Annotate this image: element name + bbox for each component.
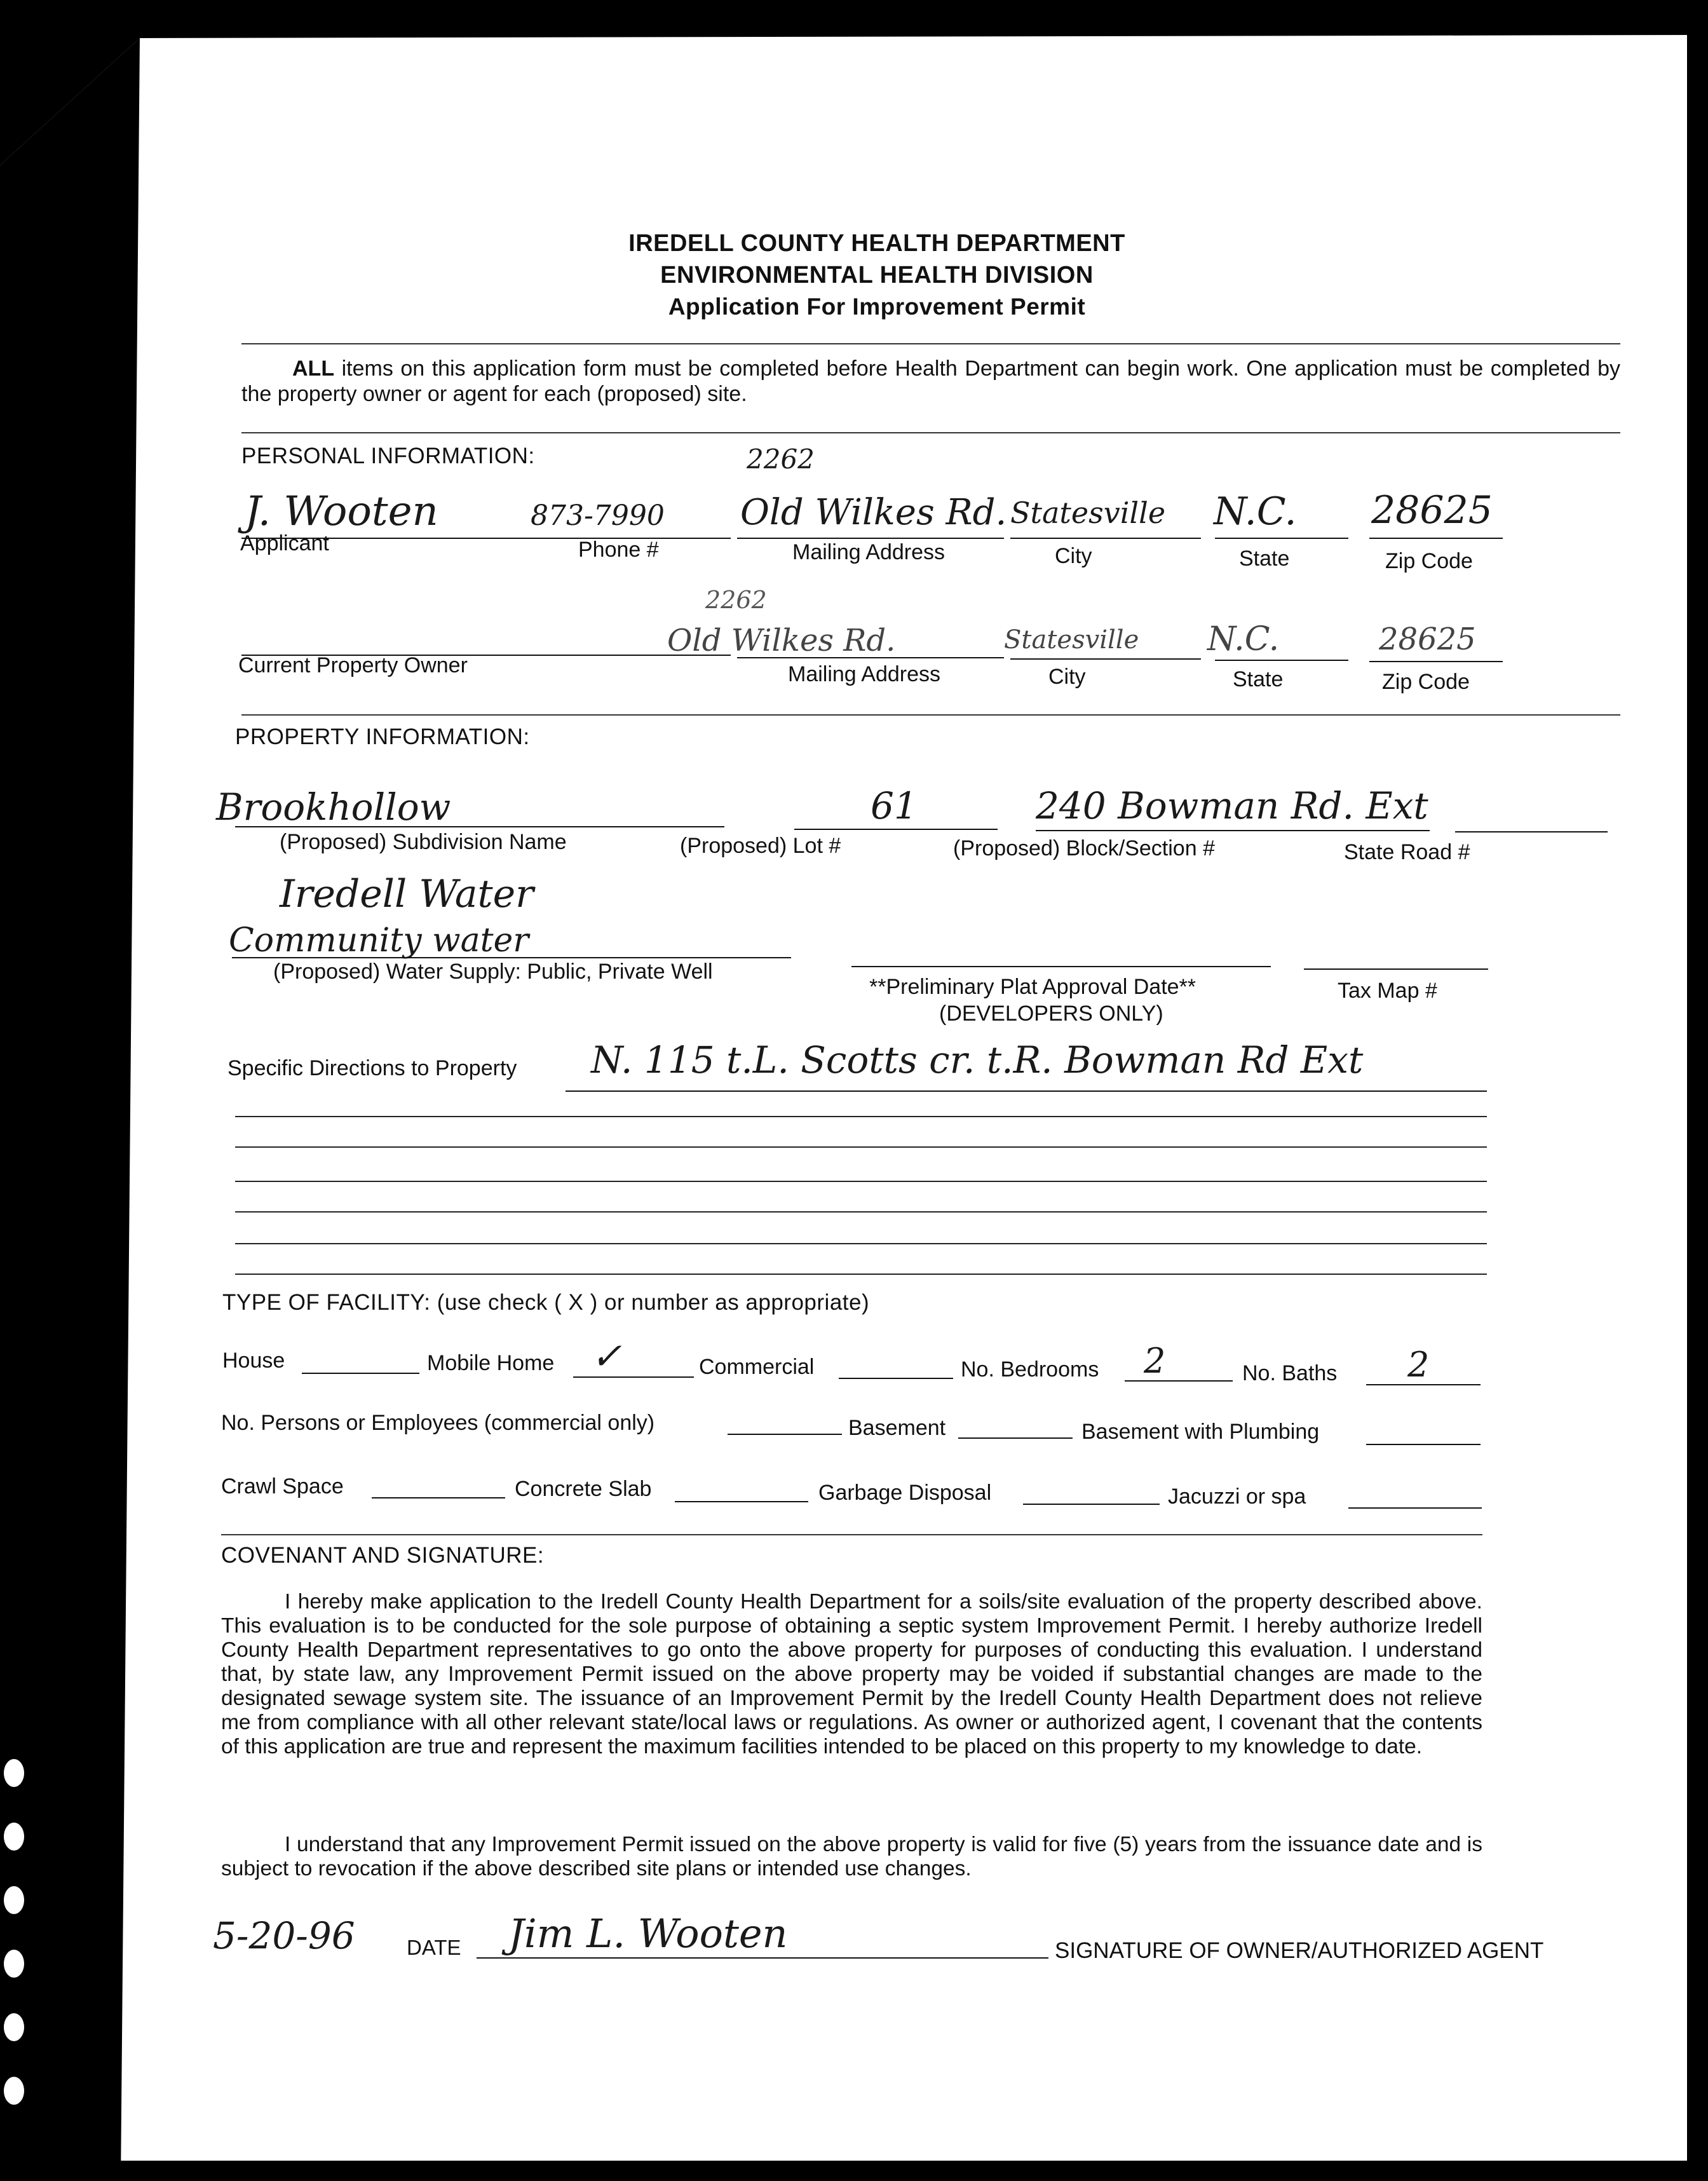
bedrooms-value: 2 <box>1144 1341 1166 1381</box>
current-owner-label: Current Property Owner <box>238 653 468 677</box>
subdivision-line <box>235 826 724 827</box>
header-line-1: IREDELL COUNTY HEALTH DEPARTMENT <box>628 230 1125 257</box>
mailing-address-label: Mailing Address <box>792 540 946 564</box>
zip-code-label: Zip Code <box>1385 549 1473 573</box>
state-label: State <box>1239 547 1290 571</box>
garbage-disposal-label: Garbage Disposal <box>818 1481 992 1505</box>
separator <box>241 343 1620 344</box>
block-value: 240 Bowman Rd. Ext <box>1036 784 1428 827</box>
commercial-line <box>839 1378 953 1379</box>
owner-house-number: 2262 <box>705 586 767 614</box>
personal-info-heading: PERSONAL INFORMATION: <box>241 444 535 468</box>
owner-state-label: State <box>1233 667 1284 691</box>
owner-zip-line <box>1369 661 1503 662</box>
separator <box>241 432 1620 433</box>
block-label: (Proposed) Block/Section # <box>953 836 1215 860</box>
concrete-slab-label: Concrete Slab <box>515 1477 652 1501</box>
lot-value: 61 <box>871 784 918 827</box>
owner-mailing-line <box>737 657 1004 658</box>
applicant-mailing-value: Old Wilkes Rd. <box>740 492 1007 533</box>
directions-line-5 <box>235 1211 1487 1213</box>
basement-label: Basement <box>848 1416 946 1440</box>
owner-zip-label: Zip Code <box>1382 670 1470 694</box>
owner-signature: Jim L. Wooten <box>508 1910 788 1957</box>
baths-label: No. Baths <box>1242 1361 1338 1385</box>
owner-state-line <box>1215 660 1348 661</box>
applicant-house-number: 2262 <box>747 444 815 475</box>
zip-line <box>1369 538 1503 539</box>
tax-map-label: Tax Map # <box>1338 979 1437 1003</box>
subdivision-label: (Proposed) Subdivision Name <box>280 830 567 854</box>
water-supply-label: (Proposed) Water Supply: Public, Private Well <box>273 960 713 984</box>
signature-line <box>477 1957 1048 1959</box>
state-road-line <box>1455 831 1608 832</box>
facility-heading: TYPE OF FACILITY: (use check ( X ) or number as appropriate) <box>222 1290 870 1315</box>
separator <box>241 714 1620 716</box>
date-label: DATE <box>407 1936 461 1959</box>
jacuzzi-label: Jacuzzi or spa <box>1168 1485 1306 1509</box>
directions-value: N. 115 t.L. Scotts cr. t.R. Bowman Rd Ext <box>591 1038 1364 1082</box>
directions-line-2 <box>235 1116 1487 1117</box>
owner-zip-value: 28625 <box>1379 622 1476 657</box>
covenant-paragraph-1: I hereby make application to the Iredell County Health Department for a soils/site evaluation of the property described above. This evaluation is to be conducted for the sole purpose of obtaining a septic system Improvement Permit. I hereby authorize Iredell County Health Department representatives to go onto the above property for purposes of conducting this evaluation. I understand that, by state law, any Improvement Permit issued on the above property may be voided if substantial changes are made to the designated sewage system site. The issuance of an Improvement Permit by the Iredell County Health Department does not relieve me from compliance with all other relevant state/local laws or regulations. As owner or authorized agent, I covenant that the contents of this application are true and represent the maximum facilities intended to be placed on this property to my knowledge to date. <box>221 1590 1482 1758</box>
intro-text <box>241 356 1620 407</box>
property-info-heading: PROPERTY INFORMATION: <box>235 724 530 749</box>
applicant-phone-value: 873-7990 <box>531 499 665 532</box>
applicant-name-value: J. Wooten <box>245 488 438 535</box>
tax-map-line <box>1304 968 1488 970</box>
bedrooms-label: No. Bedrooms <box>961 1357 1099 1382</box>
basement-plumbing-line <box>1366 1444 1481 1445</box>
lot-label: (Proposed) Lot # <box>680 834 841 858</box>
state-road-label: State Road # <box>1344 840 1470 864</box>
covenant-paragraph-2: I understand that any Improvement Permit issued on the above property is valid for five (5) years from the issuance date and is subject to revocation if the above described site plans or intended use changes. <box>221 1833 1482 1880</box>
separator <box>221 1534 1482 1535</box>
owner-city-line <box>1010 658 1201 660</box>
directions-line-7 <box>235 1274 1487 1275</box>
applicant-zip-value: 28625 <box>1371 488 1493 533</box>
directions-line-3 <box>235 1146 1487 1148</box>
plat-approval-label: **Preliminary Plat Approval Date** <box>869 975 1196 999</box>
basement-line <box>958 1437 1073 1439</box>
signature-label: SIGNATURE OF OWNER/AUTHORIZED AGENT <box>1055 1938 1544 1963</box>
owner-mailing-value: Old Wilkes Rd. <box>667 623 896 658</box>
directions-line-6 <box>235 1243 1487 1244</box>
city-label: City <box>1055 544 1092 568</box>
plat-date-line <box>851 966 1271 967</box>
persons-line <box>728 1434 842 1435</box>
city-line <box>1010 538 1201 539</box>
block-line <box>1036 830 1430 831</box>
intro-bold: ALL <box>292 357 335 381</box>
state-line <box>1215 538 1348 539</box>
directions-line-4 <box>235 1181 1487 1182</box>
owner-city-label: City <box>1048 665 1086 689</box>
mailing-line <box>737 538 1004 539</box>
developers-only-note: (DEVELOPERS ONLY) <box>939 1002 1163 1026</box>
jacuzzi-line <box>1348 1507 1482 1509</box>
permit-form <box>121 32 1684 2173</box>
mobile-home-label: Mobile Home <box>427 1351 555 1375</box>
owner-mailing-label: Mailing Address <box>788 662 941 686</box>
mobile-home-line <box>573 1376 694 1378</box>
water-supply-value-1: Iredell Water <box>280 872 534 916</box>
owner-city-value: Statesville <box>1004 625 1139 655</box>
persons-label: No. Persons or Employees (commercial only) <box>221 1411 655 1435</box>
directions-line-1 <box>566 1090 1487 1092</box>
baths-value: 2 <box>1407 1345 1430 1385</box>
house-label: House <box>222 1349 285 1373</box>
lot-line <box>794 829 998 830</box>
signature-date-value: 5-20-96 <box>213 1914 355 1957</box>
garbage-disposal-line <box>1023 1504 1160 1505</box>
house-line <box>302 1373 419 1374</box>
crawl-space-label: Crawl Space <box>221 1474 344 1498</box>
baths-line <box>1366 1384 1481 1385</box>
water-supply-line <box>232 957 791 958</box>
owner-state-value: N.C. <box>1207 620 1280 658</box>
water-supply-value-2: Community water <box>229 921 529 960</box>
header-line-3: Application For Improvement Permit <box>668 294 1086 320</box>
concrete-slab-line <box>675 1501 808 1502</box>
intro-body: items on this application form must be completed before Health Department can begin work. One application must be completed by the property owner or agent for each (proposed) site. <box>241 357 1620 406</box>
commercial-label: Commercial <box>699 1355 815 1379</box>
header-line-2: ENVIRONMENTAL HEALTH DIVISION <box>660 262 1094 289</box>
basement-plumbing-label: Basement with Plumbing <box>1081 1420 1320 1444</box>
crawl-space-line <box>372 1497 505 1498</box>
applicant-label: Applicant <box>240 531 329 555</box>
subdivision-value: Brookhollow <box>216 785 451 829</box>
covenant-heading: COVENANT AND SIGNATURE: <box>221 1543 545 1568</box>
phone-label: Phone # <box>578 538 659 562</box>
applicant-city-value: Statesville <box>1010 496 1166 530</box>
directions-label: Specific Directions to Property <box>227 1056 517 1080</box>
mobile-home-check: ✓ <box>591 1335 622 1378</box>
applicant-state-value: N.C. <box>1214 489 1297 534</box>
bedrooms-line <box>1125 1380 1233 1382</box>
